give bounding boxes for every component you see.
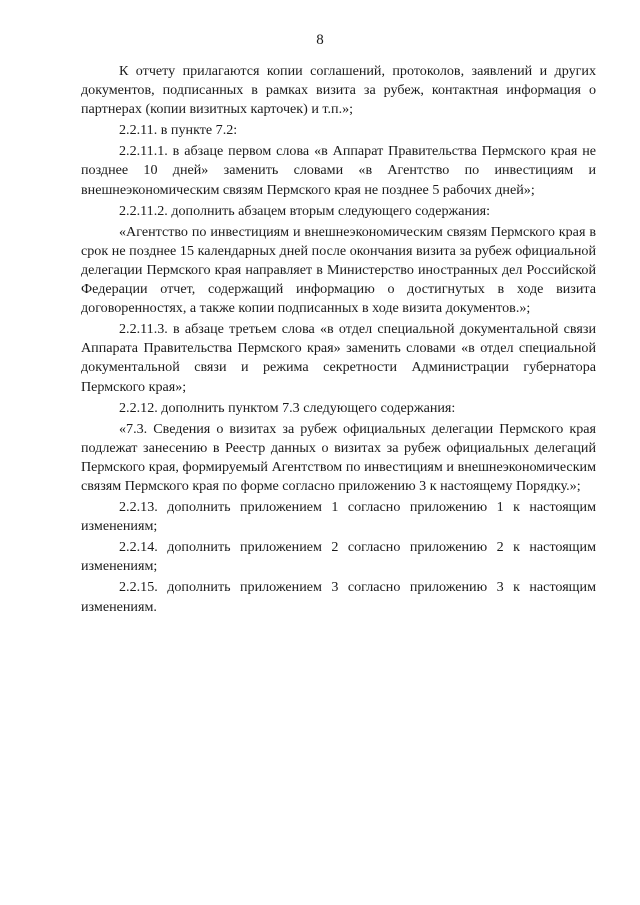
paragraph-2-2-12: 2.2.12. дополнить пунктом 7.3 следующего содержания: [119, 399, 456, 416]
paragraph-7-3-quote: «7.3. Сведения о визитах за рубеж официальных делегации Пермского края подлежат занесению в Реестр данных о визитах за рубеж официальных делегаций Пермского края, формируемый Агентством по инвестициям и внешнеэкономическим связям Пермского края по форме согласно приложению 3 к настоящему Порядку.»; [81, 420, 596, 494]
paragraph-2-2-11-1: 2.2.11.1. в абзаце первом слова «в Аппарат Правительства Пермского края не позднее 10 дней» заменить словами «в Агентство по инвестициям и внешнеэкономическим связям Пермского края не позднее 5 рабочих дней»; [81, 143, 596, 198]
document-body [81, 62, 596, 619]
paragraph-2-2-15: 2.2.15. дополнить приложением 3 согласно приложению 3 к настоящим изменениям. [81, 579, 596, 615]
page-number: 8 [316, 32, 324, 48]
paragraph-2-2-11: 2.2.11. в пункте 7.2: [119, 122, 238, 139]
paragraph-2-2-11-3: 2.2.11.3. в абзаце третьем слова «в отдел специальной документальной связи Аппарата Правительства Пермского края» заменить словами «в отдел специальной документальной связи и режима секретности Администрации губернатора Пермского края»; [81, 321, 596, 395]
paragraph-2-2-13: 2.2.13. дополнить приложением 1 согласно приложению 1 к настоящим изменениям; [81, 499, 596, 535]
paragraph-2-2-14: 2.2.14. дополнить приложением 2 согласно приложению 2 к настоящим изменениям; [81, 539, 596, 575]
paragraph-attachments: К отчету прилагаются копии соглашений, протоколов, заявлений и других документов, подписанных в рамках визита за рубеж, контактная информация о партнерах (копии визитных карточек) и т.п.»; [81, 63, 596, 118]
paragraph-agency-quote: «Агентство по инвестициям и внешнеэкономическим связям Пермского края в срок не позднее 15 календарных дней после окончания визита за рубеж официальной делегации Пермского края направляет в Министерство иностранных дел Российской Федерации отчет, содержащий информацию о достигнутых в ходе визита договоренностях, а также копии подписанных в ходе визита документов.»; [81, 223, 596, 317]
paragraph-2-2-11-2: 2.2.11.2. дополнить абзацем вторым следующего содержания: [119, 202, 491, 219]
